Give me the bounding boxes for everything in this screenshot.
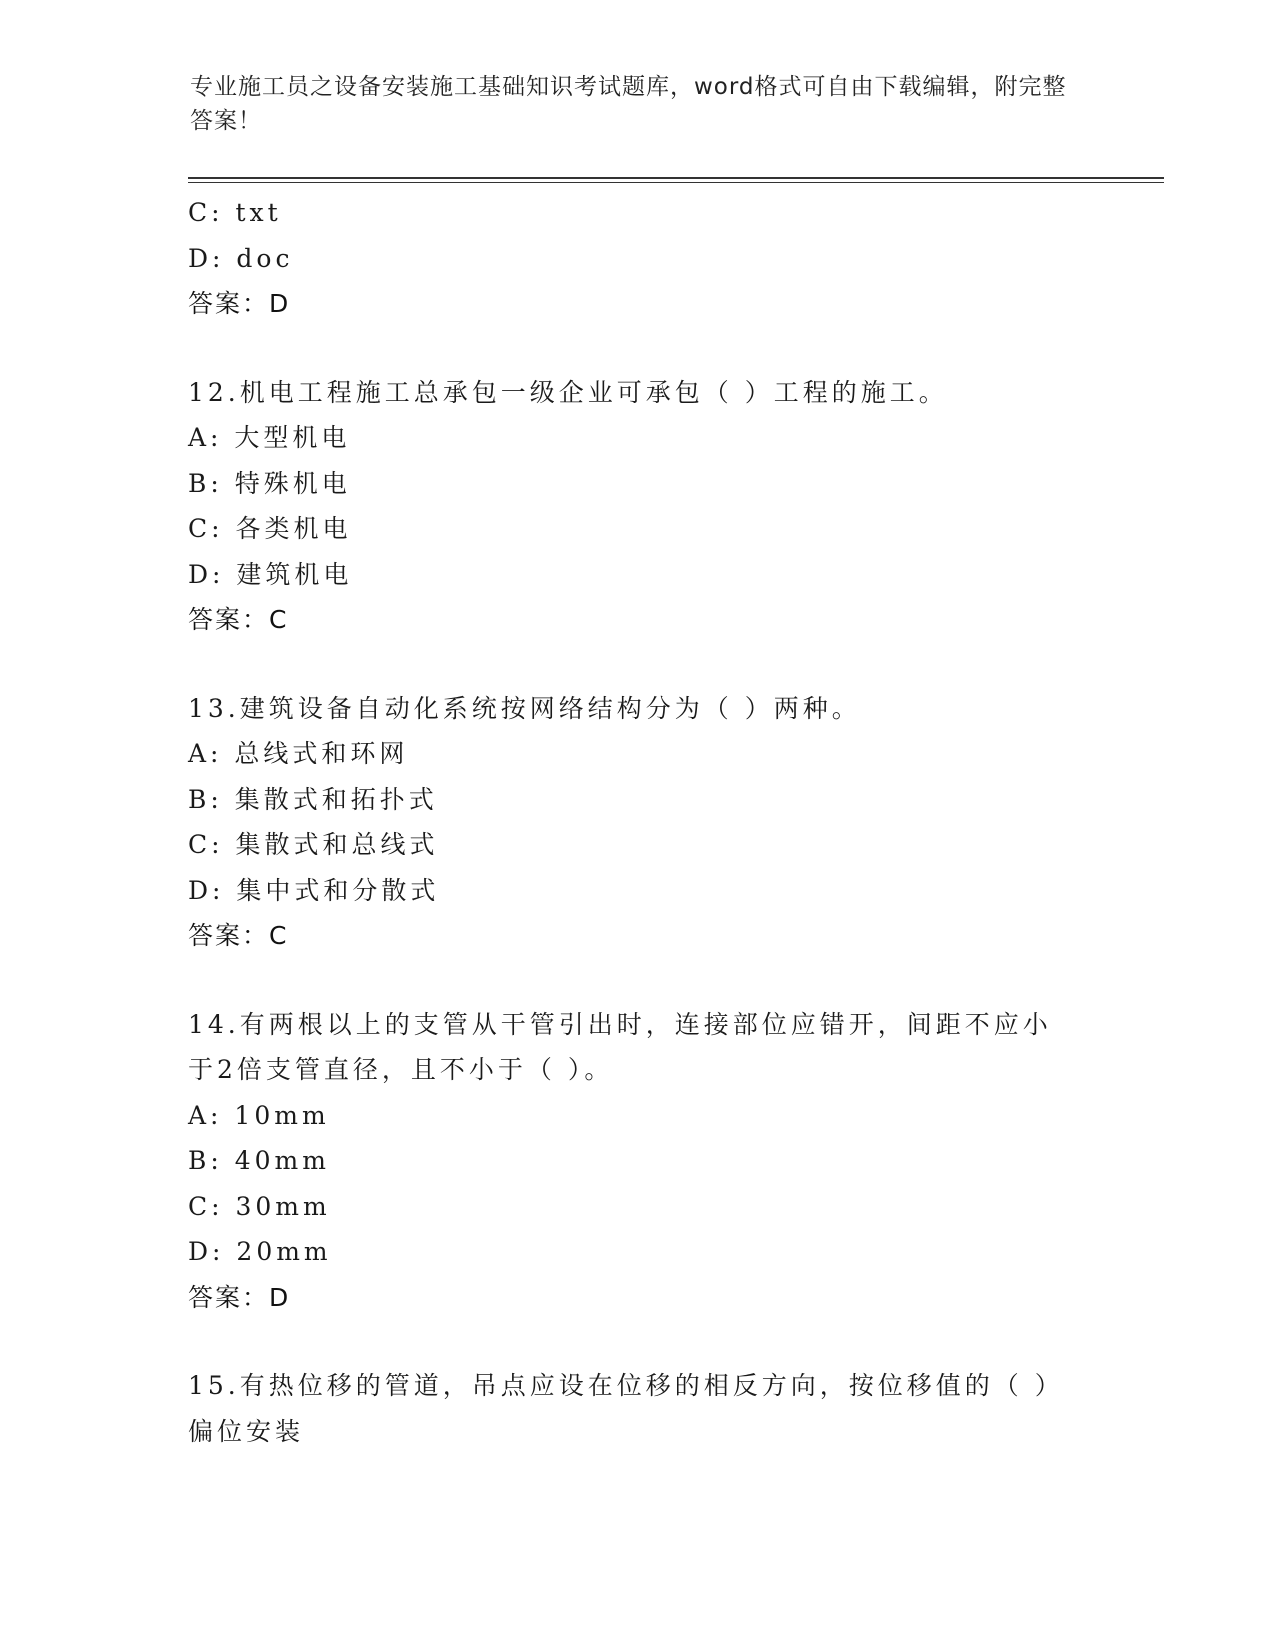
document-header: 专业施工员之设备安装施工基础知识考试题库，word格式可自由下载编辑，附完整答案！: [190, 74, 1067, 134]
option-c: C: 30mm: [188, 1191, 331, 1221]
option-a: A: 10mm: [188, 1100, 330, 1130]
question-text: 13.建筑设备自动化系统按网络结构分为（ ）两种。: [188, 693, 861, 723]
answer-line: 答案：C: [188, 605, 289, 634]
answer-line: 答案：D: [188, 1282, 291, 1312]
answer-line: 答案：C: [188, 921, 289, 950]
question-13: [188, 686, 1108, 959]
header-divider-thick: [188, 177, 1164, 179]
question-15: [188, 1363, 1108, 1454]
option-c: C: 各类机电: [188, 514, 352, 543]
option-a: A: 总线式和环网: [188, 739, 409, 768]
option-b: B: 集散式和拓扑式: [188, 784, 438, 814]
option-c: C: 集散式和总线式: [188, 830, 439, 859]
option-a: A: 大型机电: [188, 423, 351, 452]
question-12: [188, 370, 1108, 643]
question-text: 12.机电工程施工总承包一级企业可承包（ ）工程的施工。: [188, 377, 948, 407]
option-d: D: 建筑机电: [188, 559, 353, 589]
option-b: B: 40mm: [188, 1146, 330, 1175]
partial-question: [188, 190, 1108, 327]
question-list: [188, 190, 1108, 1454]
option-d: D: 20mm: [188, 1237, 332, 1266]
question-14: [188, 1002, 1108, 1321]
option-d: D: doc: [188, 243, 294, 273]
header-divider-thin: [188, 182, 1164, 183]
answer-line: 答案：D: [188, 289, 291, 318]
option-c: C: txt: [188, 198, 282, 227]
option-d: D: 集中式和分散式: [188, 875, 440, 905]
option-b: B: 特殊机电: [188, 468, 351, 498]
question-text: 14.有两根以上的支管从干管引出时，连接部位应错开，间距不应小于2倍支管直径，且不小于（ ）。: [188, 1009, 1052, 1084]
question-text: 15.有热位移的管道，吊点应设在位移的相反方向，按位移值的（ ）偏位安装: [188, 1371, 1064, 1446]
